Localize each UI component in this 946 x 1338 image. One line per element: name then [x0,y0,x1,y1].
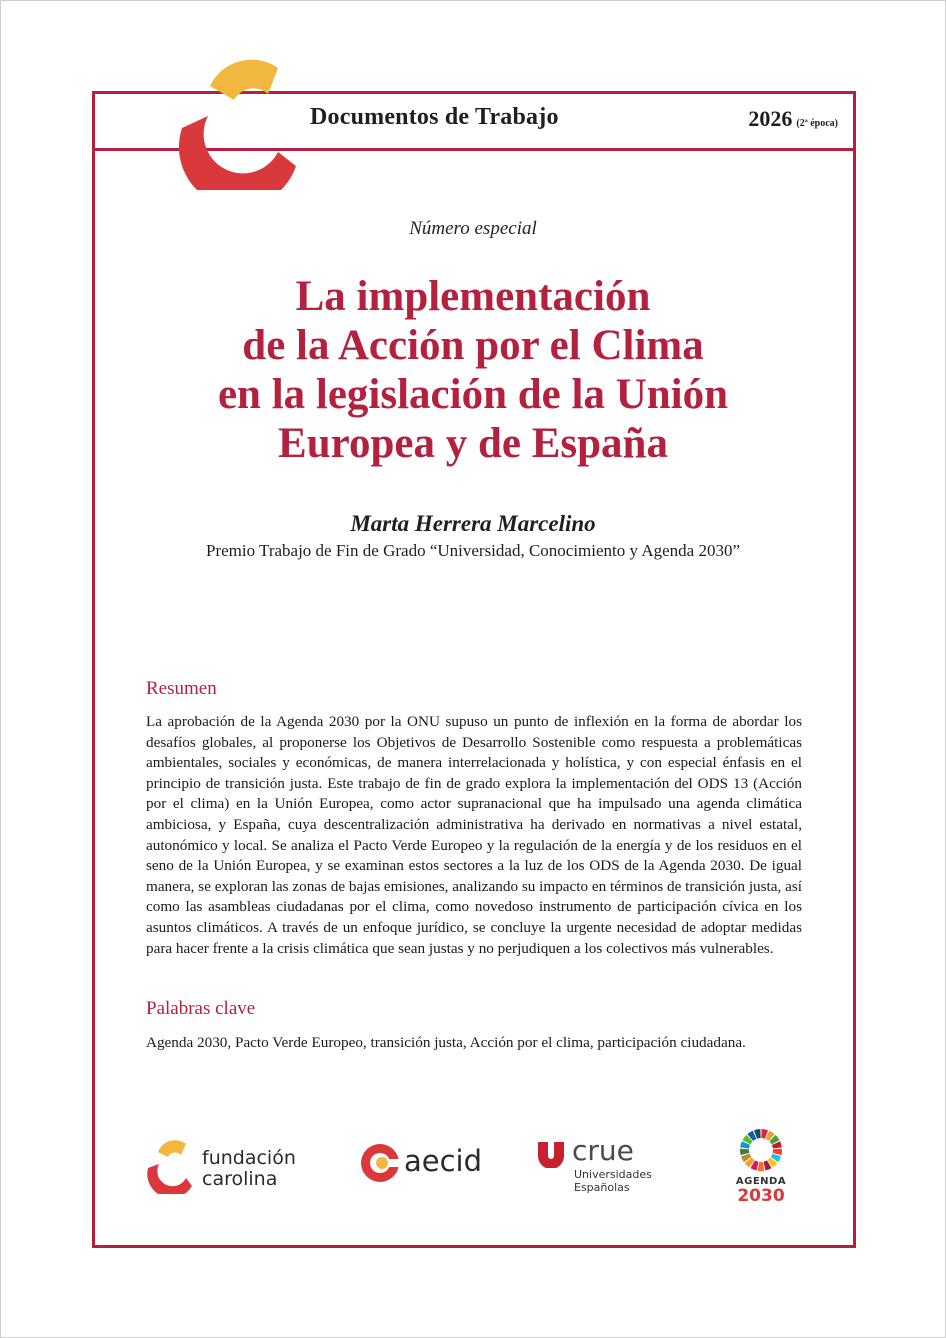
cover-frame [92,91,856,1248]
crue-wordmark: crue [572,1134,634,1167]
crue-line1: Universidades [574,1168,652,1181]
title-line: en la legislación de la Unión [217,371,729,418]
abstract-heading: Resumen [146,678,217,699]
title-line: La implementación [295,273,651,320]
sdg-wheel-segment [758,1162,764,1171]
issue-epoch: (2ª época) [796,118,838,129]
agenda-year: 2030 [737,1186,785,1206]
aecid-wordmark: aecid [404,1144,483,1178]
crue-icon [538,1142,564,1168]
keywords-heading: Palabras clave [146,998,256,1019]
fundacion-carolina-icon [146,1138,192,1194]
agenda-2030-logo [730,1128,792,1206]
document-title [150,272,796,468]
author-name: Marta Herrera Marcelino [350,511,596,536]
fundacion-carolina-c-logo [178,56,302,190]
title-line: de la Acción por el Clima [242,322,704,369]
issue-number [748,106,838,132]
crue-logo [538,1134,668,1198]
keywords-text: Agenda 2030, Pacto Verde Europeo, transición justa, Acción por el clima, participación ciudadana. [146,1034,746,1051]
aecid-logo [360,1142,483,1186]
abstract-text: La aprobación de la Agenda 2030 por la ONU supuso un punto de inflexión en la forma de abordar los desafíos globales, al proponerse los Objetivos de Desarrollo Sostenible como respuesta a problemáticas ambientales, sociales y económicas, de manera interrelacionada y holística, y con especial énfasis en el principio de transición justa. Este trabajo de fin de grado explora la implementación del ODS 13 (Acción por el clima) en la Unión Europea, como actor supranacional que ha impulsado una agenda climática ambiciosa, y España, cuya descentralización administrativa ha derivado en normativas a nivel estatal, autonómico y local. Se analiza el Pacto Verde Europeo y la regulación de la energía y de los residuos en el seno de la Unión Europea, y se examinan estos sectores a la luz de los ODS de la Agenda 2030. De igual manera, se exploran las zonas de bajas emisiones, analizando su impacto en términos de transición justa, así como las asambleas ciudadanas por el clima, como novedoso instrumento de participación cívica en los asuntos climáticos. A través de un enfoque jurídico, se concluye la urgente necesidad de adoptar medidas para hacer frente a la crisis climática que sean justas y no perjudiquen a los colectivos más vulnerables. [146,713,802,957]
fundacion-carolina-line1: fundación [202,1147,296,1169]
sdg-wheel-icon [739,1128,783,1172]
special-issue-label: Número especial [409,218,537,239]
award-line: Premio Trabajo de Fin de Grado “Universidad, Conocimiento y Agenda 2030” [206,541,740,560]
agenda-label: AGENDA [735,1176,787,1187]
aecid-icon [360,1142,400,1184]
title-line: Europea y de España [278,420,668,467]
fundacion-carolina-line2: carolina [202,1168,278,1190]
fundacion-carolina-logo [146,1138,306,1194]
series-title: Documentos de Trabajo [310,104,559,130]
issue-year: 2026 [748,106,793,131]
crue-line2: Españolas [574,1181,630,1194]
